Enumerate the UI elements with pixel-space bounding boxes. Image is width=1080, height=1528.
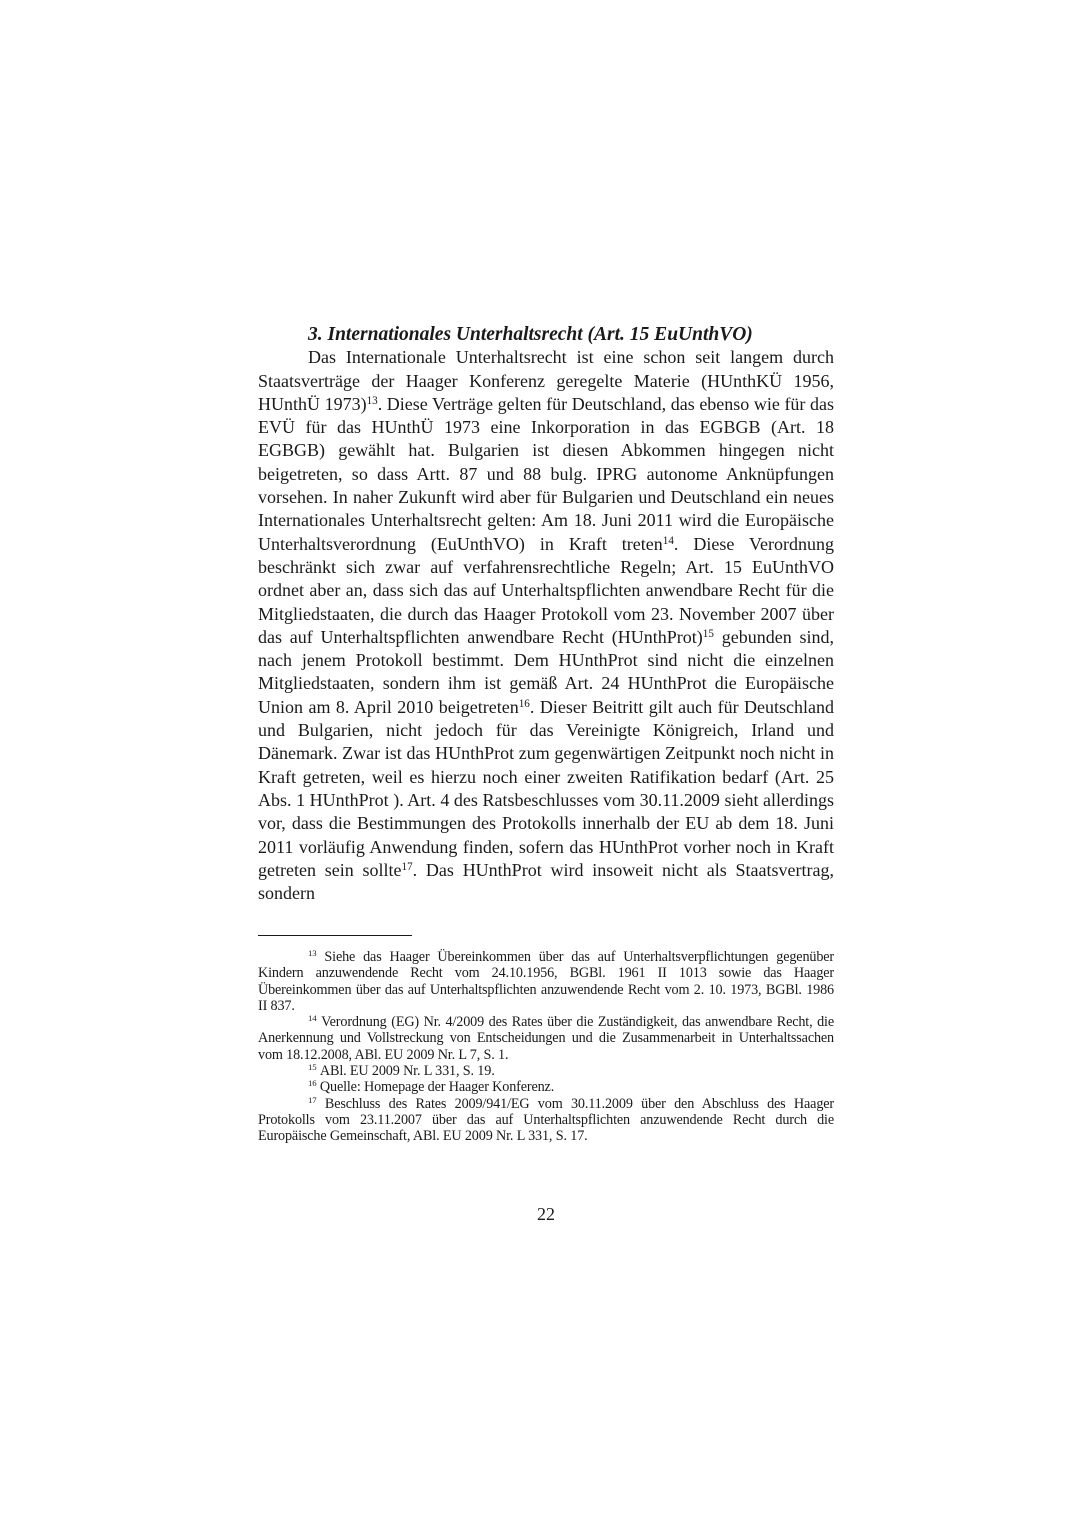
footnote-number: 13 [308,948,317,959]
page-number: 22 [537,1204,555,1224]
body-text-run: gebunden sind, nach jenem Protokoll bestimmt. Dem HUnthProt sind nicht die einzelnen Mitgliedstaaten, sondern ihm ist gemäß Art. 24 HUnthProt die Europäische Union am 8. April 2010 beigetreten [258,626,834,717]
footnote-number: 16 [308,1078,317,1089]
body-text-run: . Das HUnthProt wird insoweit nicht als Staatsvertrag, sondern [258,859,834,904]
body-text-run: Das Internationale Unterhaltsrecht ist eine schon seit langem durch Staatsverträge der Haager Konferenz geregelte Materie (HUnthKÜ 1956, HUnthÜ 1973) [258,347,834,414]
footnote-number: 15 [308,1062,317,1073]
section-heading: 3. Internationales Unterhaltsrecht (Art. 15 EuUnthVO) [308,324,753,345]
main-text-block [258,323,834,905]
body-paragraph [258,346,834,905]
footnote-number: 17 [308,1094,317,1105]
body-text-run: . Dieser Beitritt gilt auch für Deutschland und Bulgarien, nicht jedoch für das Vereinigte Königreich, Irland und Dänemark. Zwar ist das HUnthProt zum gegenwärtigen Zeitpunkt noch nicht in Kraft getreten, weil es hierzu noch einer zweiten Ratifikation bedarf (Art. 25 Abs. 1 HUnthProt ). Art. 4 des Ratsbeschlusses vom 30.11.2009 sieht allerdings vor, dass die Bestimmungen des Protokolls innerhalb der EU ab dem 18. Juni 2011 vorläufig Anwendung finden, sofern das HUnthProt vorher noch in Kraft getreten sein sollte [258,696,835,880]
footnote-ref[interactable]: 13 [366,394,378,407]
body-text-run: . Diese Verordnung beschränkt sich zwar auf verfahrensrechtliche Regeln; Art. 15 EuUnthVO ordnet aber an, dass sich das auf Unterhaltspflichten anwendbare Recht für die Mitgliedstaaten, die durch das Haager Protokoll vom 23. November 2007 über das auf Unterhaltspflichten anwendbare Recht (HUnthProt) [258,533,834,647]
footnote-text: Verordnung (EG) Nr. 4/2009 des Rates über die Zuständigkeit, das anwendbare Recht, die Anerkennung und Vollstreckung von Entscheidungen und die Zusammenarbeit in Unterhaltssachen vom 18.12.2008, ABl. EU 2009 Nr. L 7, S. 1. [258,1014,835,1063]
footnotes-block [258,949,834,1145]
footnote-text: Siehe das Haager Übereinkommen über das auf Unterhaltsverpflichtungen gegenüber Kindern anzuwendende Recht vom 24.10.1956, BGBl. 1961 II 1013 sowie das Haager Übereinkommen über das auf Unterhaltspflichten anzuwendende Recht vom 2. 10. 1973, BGBl. 1986 II 837. [258,949,835,1014]
body-text-run: . Diese Verträge gelten für Deutschland, das ebenso wie für das EVÜ für das HUnthÜ 1973 eine Inkorporation in das EGBGB (Art. 18 EGBGB) gewählt hat. Bulgarien ist diesen Abkommen hingegen nicht beigetreten, so dass Artt. 87 und 88 bulg. IPRG autonome Anknüpfungen vorsehen. In naher Zukunft wird aber für Bulgarien und Deutschland ein neues Internationales Unterhaltsrecht gelten: Am 18. Juni 2011 wird die Europäische Unterhaltsverordnung (EuUnthVO) in Kraft treten [258,393,834,554]
footnote-14 [258,1014,834,1063]
footnote-15 [258,1063,834,1079]
footnote-text: ABl. EU 2009 Nr. L 331, S. 19. [319,1063,495,1080]
footnote-separator [258,935,412,936]
footnote-17 [258,1096,834,1145]
footnote-ref[interactable]: 17 [401,860,413,873]
footnote-16 [258,1079,834,1095]
footnote-13 [258,949,834,1014]
footnote-ref[interactable]: 15 [702,627,714,640]
footnote-text: Beschluss des Rates 2009/941/EG vom 30.11.2009 über den Abschluss des Haager Protokolls vom 23.11.2007 über das auf Unterhaltspflichten anzuwendende Recht durch die Europäische Gemeinschaft, ABl. EU 2009 Nr. L 331, S. 17. [258,1095,834,1145]
footnote-ref[interactable]: 14 [662,534,674,547]
footnote-text: Quelle: Homepage der Haager Konferenz. [319,1079,555,1096]
footnote-ref[interactable]: 16 [518,697,530,710]
footnote-number: 14 [308,1013,317,1024]
